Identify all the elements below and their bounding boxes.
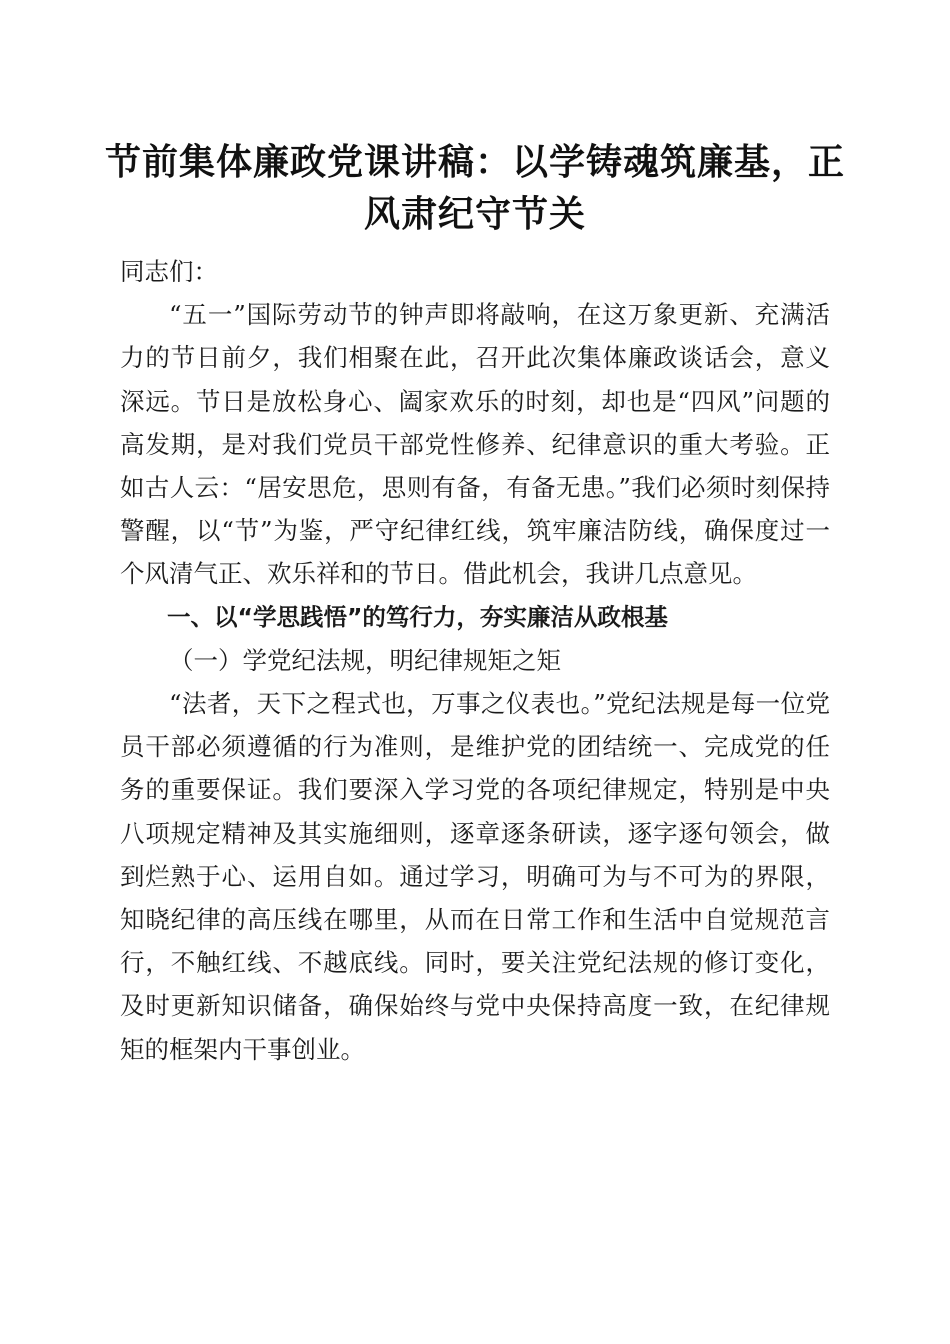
document-title: 节前集体廉政党课讲稿：以学铸魂筑廉基，正风肃纪守节关 <box>104 141 845 235</box>
salutation: 同志们： <box>120 257 218 286</box>
section-1-heading: 一、以“学思践悟”的笃行力，夯实廉洁从政根基 <box>167 602 668 631</box>
document-body <box>120 250 830 1071</box>
intro-paragraph: “五一”国际劳动节的钟声即将敲响，在这万象更新、充满活力的节日前夕，我们相聚在此，召开此次集体廉政谈话会，意义深远。节日是放松身心、阖家欢乐的时刻，却也是“四风”问题的高发期，是对我们党员干部党性修养、纪律意识的重大考验。正如古人云：“居安思危，思则有备，有备无患。”我们必须时刻保持警醒，以“节”为鉴，严守纪律红线，筑牢廉洁防线，确保度过一个风清气正、欢乐祥和的节日。借此机会，我讲几点意见。 <box>120 300 830 589</box>
subsection-1-paragraph: “法者，天下之程式也，万事之仪表也。”党纪法规是每一位党员干部必须遵循的行为准则，是维护党的团结统一、完成党的任务的重要保证。我们要深入学习党的各项纪律规定，特别是中央八项规定精神及其实施细则，逐章逐条研读，逐字逐句领会，做到烂熟于心、运用自如。通过学习，明确可为与不可为的界限，知晓纪律的高压线在哪里，从而在日常工作和生活中自觉规范言行，不触红线、不越底线。同时，要关注党纪法规的修订变化，及时更新知识储备，确保始终与党中央保持高度一致，在纪律规矩的框架内干事创业。 <box>120 689 830 1064</box>
subsection-1-heading: （一）学党纪法规，明纪律规矩之矩 <box>169 645 561 675</box>
